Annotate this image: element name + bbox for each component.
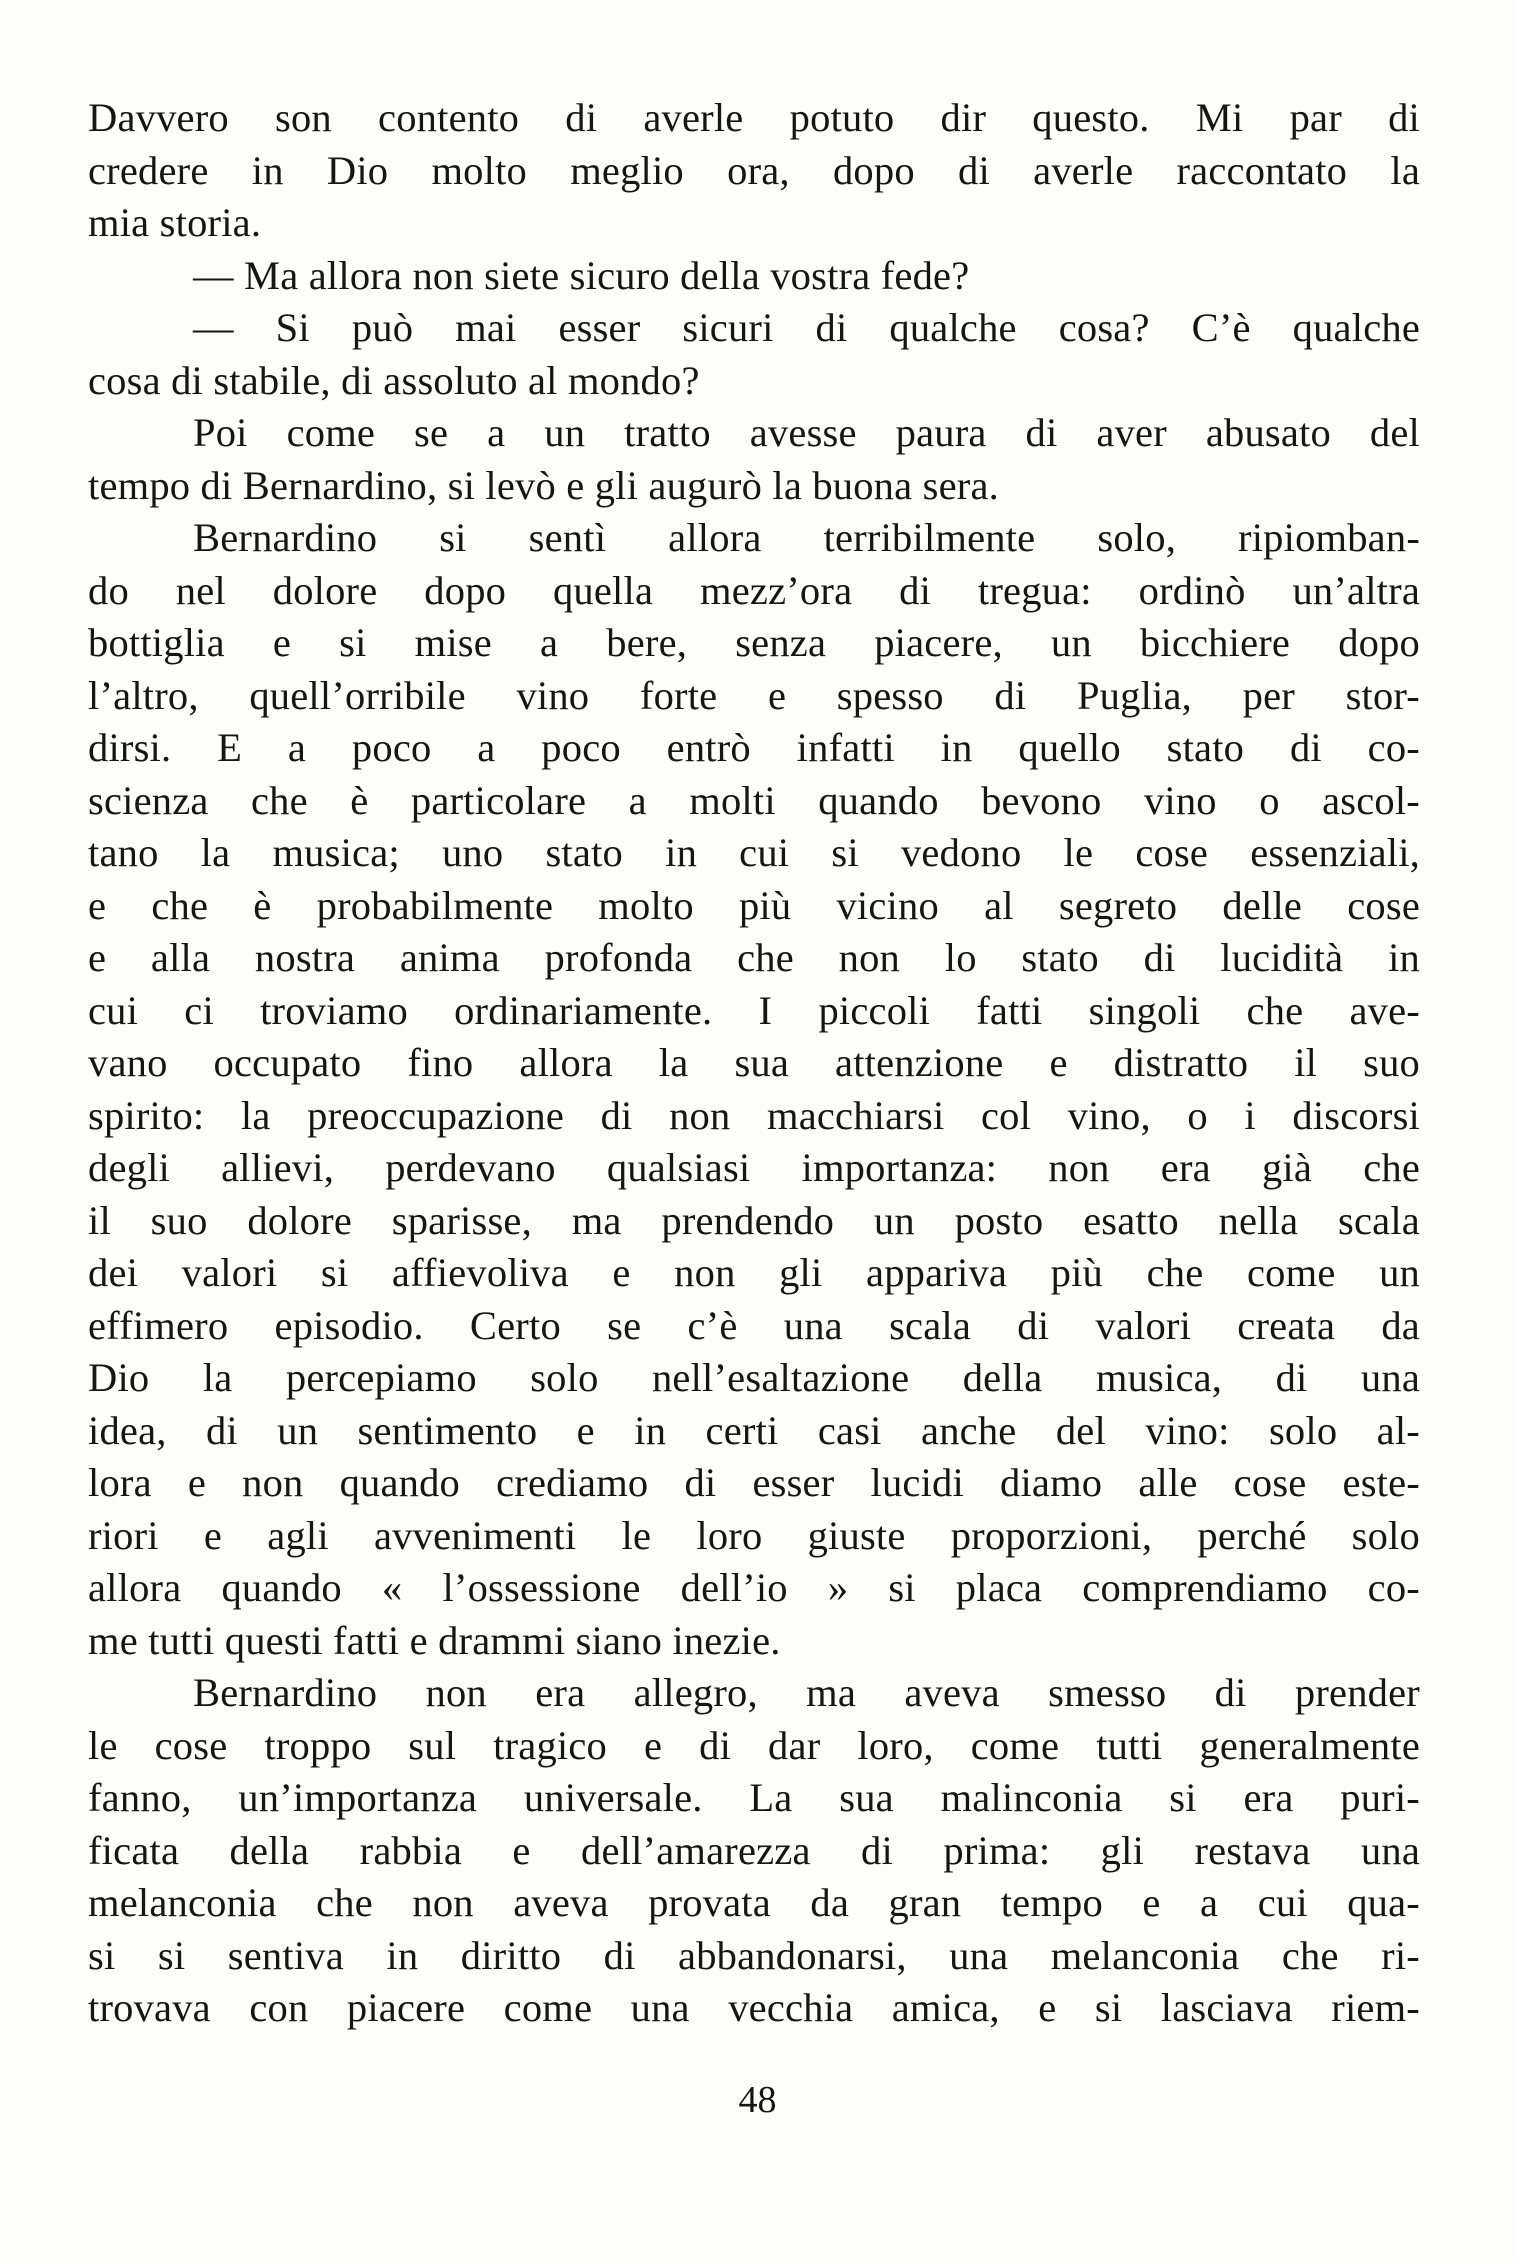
text-line: l’altro, quell’orribile vino forte e spesso di Puglia, per stor- (88, 672, 1420, 718)
text-line: ficata della rabbia e dell’amarezza di prima: gli restava una (88, 1827, 1420, 1873)
text-line: degli allievi, perdevano qualsiasi importanza: non era già che (88, 1145, 1420, 1190)
text-line: trovava con piacere come una vecchia amica, e si lasciava riem- (88, 1985, 1420, 2030)
text-line: tempo di Bernardino, si levò e gli augurò la buona sera. (88, 462, 999, 508)
text-line: e alla nostra anima profonda che non lo stato di lucidità in (88, 935, 1420, 980)
text-line: mia storia. (88, 200, 262, 245)
text-line: credere in Dio molto meglio ora, dopo di averle raccontato la (88, 147, 1420, 193)
text-line: spirito: la preoccupazione di non macchiarsi col vino, o i discorsi (88, 1092, 1420, 1138)
text-line: Poi come se a un tratto avesse paura di aver abusato del (193, 410, 1420, 455)
text-line: — Ma allora non siete sicuro della vostra fede? (193, 252, 970, 298)
text-line: do nel dolore dopo quella mezz’ora di tregua: ordinò un’altra (88, 567, 1420, 613)
text-line: lora e non quando crediamo di esser lucidi diamo alle cose este- (88, 1460, 1420, 1505)
text-line: tano la musica; uno stato in cui si vedono le cose essenziali, (88, 830, 1420, 875)
text-line: melanconia che non aveva provata da gran tempo e a cui qua- (88, 1880, 1420, 1925)
body-text (88, 92, 1420, 2035)
text-line: bottiglia e si mise a bere, senza piacere, un bicchiere dopo (88, 620, 1420, 665)
text-line: riori e agli avvenimenti le loro giuste proporzioni, perché solo (88, 1512, 1420, 1558)
text-line: Bernardino si sentì allora terribilmente solo, ripiomban- (193, 515, 1420, 560)
text-line: le cose troppo sul tragico e di dar loro, come tutti generalmente (88, 1722, 1420, 1768)
text-line: dei valori si affievoliva e non gli appariva più che come un (88, 1250, 1420, 1295)
text-line: idea, di un sentimento e in certi casi anche del vino: solo al- (88, 1407, 1420, 1453)
text-line: si si sentiva in diritto di abbandonarsi, una melanconia che ri- (88, 1932, 1420, 1978)
text-line: cosa di stabile, di assoluto al mondo? (88, 357, 700, 403)
text-line: e che è probabilmente molto più vicino al segreto delle cose (88, 882, 1420, 928)
text-line: fanno, un’importanza universale. La sua malinconia si era puri- (88, 1775, 1420, 1820)
text-line: dirsi. E a poco a poco entrò infatti in quello stato di co- (88, 725, 1420, 770)
text-line: Bernardino non era allegro, ma aveva smesso di prender (193, 1670, 1420, 1715)
text-line: il suo dolore sparisse, ma prendendo un posto esatto nella scala (88, 1197, 1420, 1243)
text-line: scienza che è particolare a molti quando bevono vino o ascol- (88, 777, 1420, 823)
text-line: allora quando « l’ossessione dell’io » si placa comprendiamo co- (88, 1565, 1420, 1610)
text-line: effimero episodio. Certo se c’è una scala di valori creata da (88, 1302, 1420, 1348)
text-line: cui ci troviamo ordinariamente. I piccoli fatti singoli che ave- (88, 987, 1420, 1033)
text-line: vano occupato fino allora la sua attenzione e distratto il suo (88, 1040, 1420, 1085)
text-line: — Si può mai esser sicuri di qualche cosa? C’è qualche (193, 305, 1420, 350)
page-number: 48 (738, 2079, 777, 2121)
text-line: me tutti questi fatti e drammi siano inezie. (88, 1617, 781, 1663)
text-line: Davvero son contento di averle potuto dir questo. Mi par di (88, 95, 1420, 140)
text-line: Dio la percepiamo solo nell’esaltazione della musica, di una (88, 1355, 1420, 1400)
